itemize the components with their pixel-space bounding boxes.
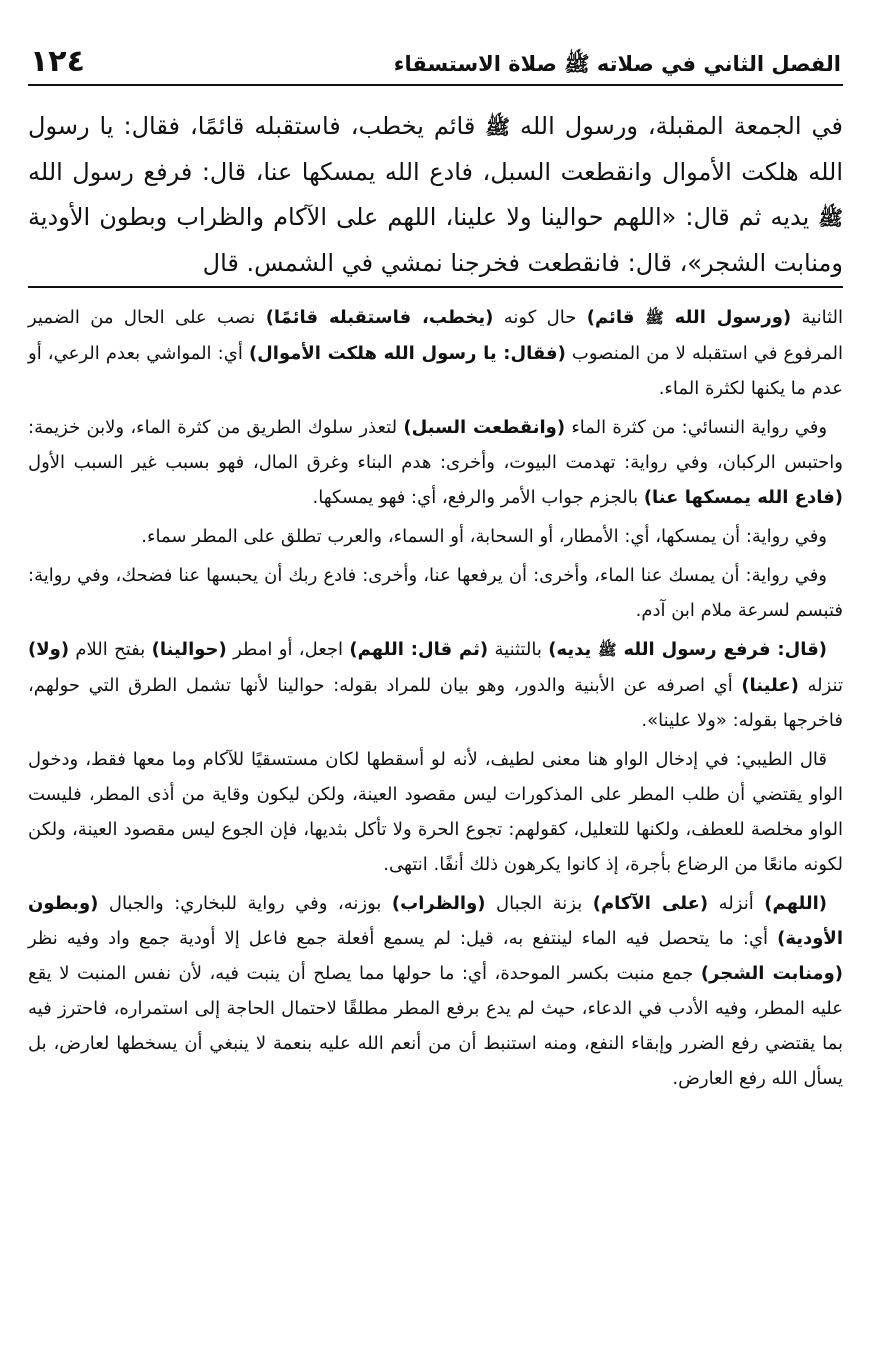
commentary-text: تنزله [798, 675, 843, 696]
quoted-phrase: يديه) [548, 639, 599, 660]
commentary-text: أي: المواشي بعدم الرعي، أو عدم ما يكنها لكثرة الماء. [28, 343, 843, 399]
quoted-phrase: (اللهم) [764, 893, 827, 914]
commentary-text: وفي رواية النسائي: من كثرة الماء [565, 417, 828, 438]
commentary-paragraph [28, 886, 843, 1096]
quoted-phrase: (والظراب) [391, 893, 486, 914]
commentary-text: بفتح اللام [69, 639, 152, 660]
commentary-paragraph: وفي رواية: أن يمسكها، أي: الأمطار، أو السحابة، أو السماء، والعرب تطلق على المطر سماء. [141, 526, 827, 547]
quoted-phrase: (وبطون الأودية) [28, 893, 843, 949]
quoted-phrase: (فادع الله يمسكها عنا) [643, 487, 843, 508]
commentary-paragraph [28, 300, 843, 406]
commentary-text: بالتثنية [488, 639, 549, 660]
commentary-text: بوزنه، وفي رواية للبخاري: والجبال [98, 893, 392, 914]
salutation-mark: ﷺ [645, 309, 664, 327]
commentary-text: نصب على الحال من الضمير المرفوع في استقبله لا من المنصوب [28, 307, 843, 364]
page-header [28, 40, 843, 86]
quoted-phrase: (فقال: يا رسول الله هلكت الأموال) [248, 343, 566, 364]
commentary-paragraph [28, 632, 843, 738]
quoted-phrase: (ثم قال: اللهم) [349, 639, 489, 660]
quoted-phrase: (ومنابت الشجر) [700, 963, 843, 984]
commentary-text: أنزله [708, 893, 765, 914]
page-number: ١٢٤ [30, 44, 85, 79]
quoted-phrase: (ولا) [28, 639, 70, 660]
hadith-text-part: في الجمعة المقبلة، ورسول الله [509, 112, 843, 140]
commentary-text: أي: ما يتحصل فيه الماء لينتفع به، قيل: لم يسمع أفعلة جمع فاعل إلا أودية جمع واد وفيه نظر [28, 928, 778, 949]
quoted-phrase: (علينا) [741, 675, 799, 696]
commentary-paragraph [28, 410, 843, 515]
quoted-phrase: (على الآكام) [592, 893, 709, 914]
commentary [28, 288, 843, 1096]
commentary-text: بزنة الجبال [485, 893, 593, 914]
commentary-text: حال كونه [493, 307, 587, 328]
salutation-mark: ﷺ [485, 115, 510, 139]
commentary-text: اجعل، أو امطر [226, 639, 350, 660]
quoted-phrase: قائم) [586, 307, 646, 328]
salutation-mark: ﷺ [818, 206, 843, 230]
quoted-phrase: (حوالينا) [151, 639, 227, 660]
quoted-phrase: (ورسول الله [663, 307, 792, 328]
hadith-text [28, 86, 843, 286]
quoted-phrase: (قال: فرفع رسول الله [616, 639, 827, 660]
book-page [28, 40, 843, 1100]
commentary-text: أي اصرفه عن الأبنية والدور، وهو بيان للمراد بقوله: حوالينا لأنها تشمل الطرق التي حولهم، فاخرجها بقوله: «ولا علينا». [28, 675, 843, 731]
commentary-text: لتعذر سلوك الطريق من كثرة الماء، ولابن خزيمة: واحتبس الركبان، وفي رواية: تهدمت البيوت، وأخرى: هدم البناء وغرق المال، فهو بسبب غير السبب الأول [28, 417, 843, 473]
quoted-phrase: (يخطب، فاستقبله قائمًا) [265, 307, 494, 328]
running-title: الفصل الثاني في صلاته ﷺ صلاة الاستسقاء [393, 52, 841, 76]
commentary-paragraph: وفي رواية: أن يمسك عنا الماء، وأخرى: أن يرفعها عنا، وأخرى: فادع ربك أن يحبسها عنا فضحك، وفي رواية: فتبسم لسرعة ملام ابن آدم. [28, 565, 843, 621]
hadith-text-part: يديه ثم قال: «اللهم حوالينا ولا علينا، اللهم على الآكام والظراب وبطون الأودية ومنابت الشجر»، قال: فانقطعت فخرجنا نمشي في الشمس. قال [28, 203, 843, 277]
commentary-text: جمع منبت بكسر الموحدة، أي: ما حولها مما يصلح أن ينبت فيه، لأن نفس المنبت لا يقع عليه المطر، وفيه الأدب في الدعاء، حيث لم يدع برفع المطر مطلقًا لاحتمال الحاجة إلى استمراره، فاحترز فيه بما يقتضي رفع الضرر وإبقاء النفع، ومنه استنبط أن من أنعم الله عليه بنعمة لا ينبغي أن يسخطها لعارض، بل يسأل الله رفع العارض. [28, 963, 843, 1089]
commentary-text: بالجزم جواب الأمر والرفع، أي: فهو يمسكها. [312, 487, 644, 508]
salutation-mark: ﷺ [598, 641, 617, 659]
commentary-text: الثانية [791, 307, 844, 328]
commentary-paragraph: قال الطيبي: في إدخال الواو هنا معنى لطيف، لأنه لو أسقطها لكان مستسقيًا للآكام وما معها فقط، ودخول الواو يقتضي أن طلب المطر على المذكورات ليس مقصود العينة، ولكن ليكون وقاية من أذى المطر، فليست الواو مخلصة للعطف، ولكنها للتعليل، كقولهم: تجوع الحرة ولا تأكل بثديها، فإن الجوع ليس مقصود العينة، ولكن لكونه مانعًا من الرضاع بأجرة، إذ كانوا يكرهون ذلك أنفًا. انتهى. [28, 749, 843, 875]
hadith-text-part: قائم يخطب، فاستقبله قائمًا، فقال: يا رسول الله هلكت الأموال وانقطعت السبل، فادع الله يمسكها عنا، قال: فرفع رسول الله [28, 112, 843, 186]
quoted-phrase: (وانقطعت السبل) [403, 417, 566, 438]
